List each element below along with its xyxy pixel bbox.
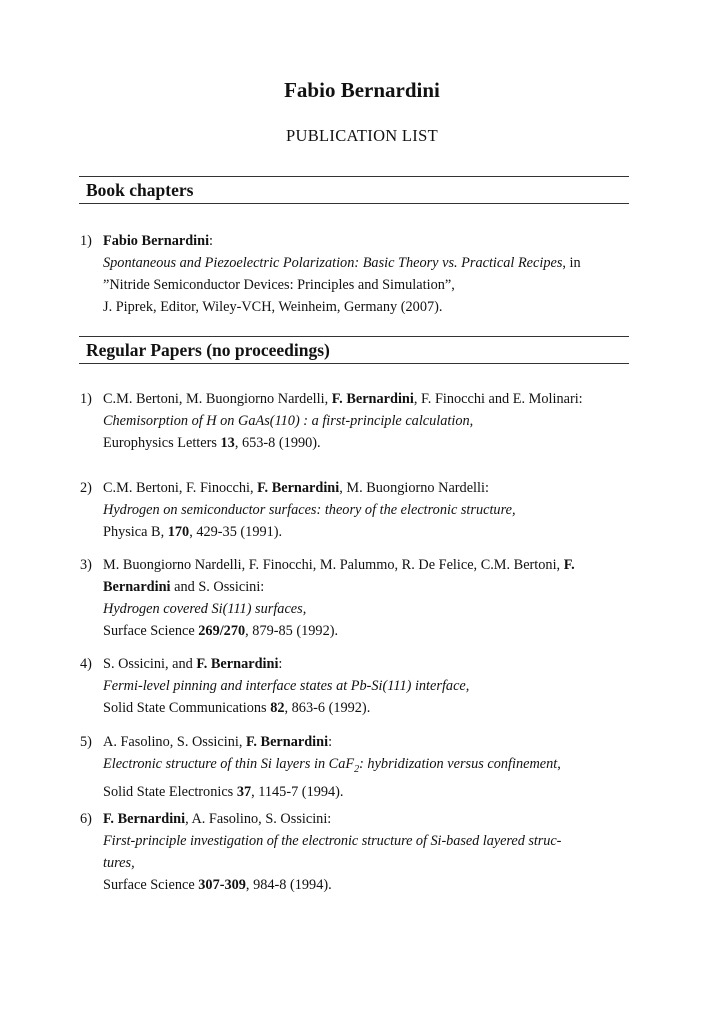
section-heading: Book chapters (86, 180, 194, 200)
page-subtitle: PUBLICATION LIST (286, 126, 438, 145)
entry-authors: C.M. Bertoni, F. Finocchi, F. Bernardini, M. Buongiorno Nardelli: (103, 480, 489, 496)
entry-number: 1) (80, 391, 92, 407)
paper-entry (80, 808, 620, 896)
section-regular-papers (79, 336, 629, 364)
book-chapter-entry (80, 230, 620, 318)
entry-authors: A. Fasolino, S. Ossicini, F. Bernardini: (103, 734, 333, 750)
entry-title: Hydrogen covered Si(111) surfaces, (103, 601, 307, 617)
author-name: Fabio Bernardini (284, 78, 440, 102)
section-book-chapters (79, 176, 629, 204)
paper-entry (80, 731, 620, 803)
paper-entry (80, 477, 620, 543)
entry-title: Fermi-level pinning and interface states at Pb-Si(111) interface, (103, 678, 470, 694)
entry-journal: Solid State Electronics 37, 1145-7 (1994). (103, 783, 344, 800)
paper-entry (80, 653, 620, 719)
entry-book: ”Nitride Semiconductor Devices: Principles and Simulation”, (103, 277, 455, 293)
entry-journal: Surface Science 269/270, 879-85 (1992). (103, 623, 339, 639)
entry-number: 3) (80, 557, 92, 573)
entry-journal: Physica B, 170, 429-35 (1991). (103, 524, 283, 540)
entry-authors: M. Buongiorno Nardelli, F. Finocchi, M. Palummo, R. De Felice, C.M. Bertoni, F. (103, 557, 575, 573)
entry-authors: S. Ossicini, and F. Bernardini: (103, 656, 283, 672)
entry-publisher: J. Piprek, Editor, Wiley-VCH, Weinheim, Germany (2007). (103, 299, 443, 315)
entry-title-cont: tures, (103, 855, 135, 871)
entry-authors: C.M. Bertoni, M. Buongiorno Nardelli, F. Bernardini, F. Finocchi and E. Molinari: (103, 391, 583, 407)
entry-number: 5) (80, 734, 92, 750)
entry-title: Chemisorption of H on GaAs(110) : a first-principle calculation, (103, 413, 474, 429)
entry-number: 1) (80, 233, 92, 249)
entry-authors-cont: Bernardini and S. Ossicini: (103, 579, 265, 595)
paper-entry (80, 388, 620, 454)
entry-authors: Fabio Bernardini: (103, 233, 214, 249)
entry-title: Hydrogen on semiconductor surfaces: theory of the electronic structure, (103, 502, 516, 518)
entry-journal: Europhysics Letters 13, 653-8 (1990). (103, 435, 321, 451)
entry-number: 2) (80, 480, 92, 496)
section-heading: Regular Papers (no proceedings) (86, 340, 330, 360)
entry-number: 4) (80, 656, 92, 672)
entry-authors: F. Bernardini, A. Fasolino, S. Ossicini: (103, 811, 332, 827)
entry-journal: Surface Science 307-309, 984-8 (1994). (103, 877, 332, 893)
entry-title: Electronic structure of thin Si layers in CaF$_2$: hybridization versus confinement, (103, 756, 561, 775)
entry-title: First-principle investigation of the electronic structure of Si-based layered struc- (103, 833, 562, 849)
entry-journal: Solid State Communications 82, 863-6 (1992). (103, 700, 371, 716)
entry-title: Spontaneous and Piezoelectric Polarization: Basic Theory vs. Practical Recipes, in (103, 255, 581, 271)
entry-number: 6) (80, 811, 92, 827)
paper-entry (80, 554, 620, 642)
